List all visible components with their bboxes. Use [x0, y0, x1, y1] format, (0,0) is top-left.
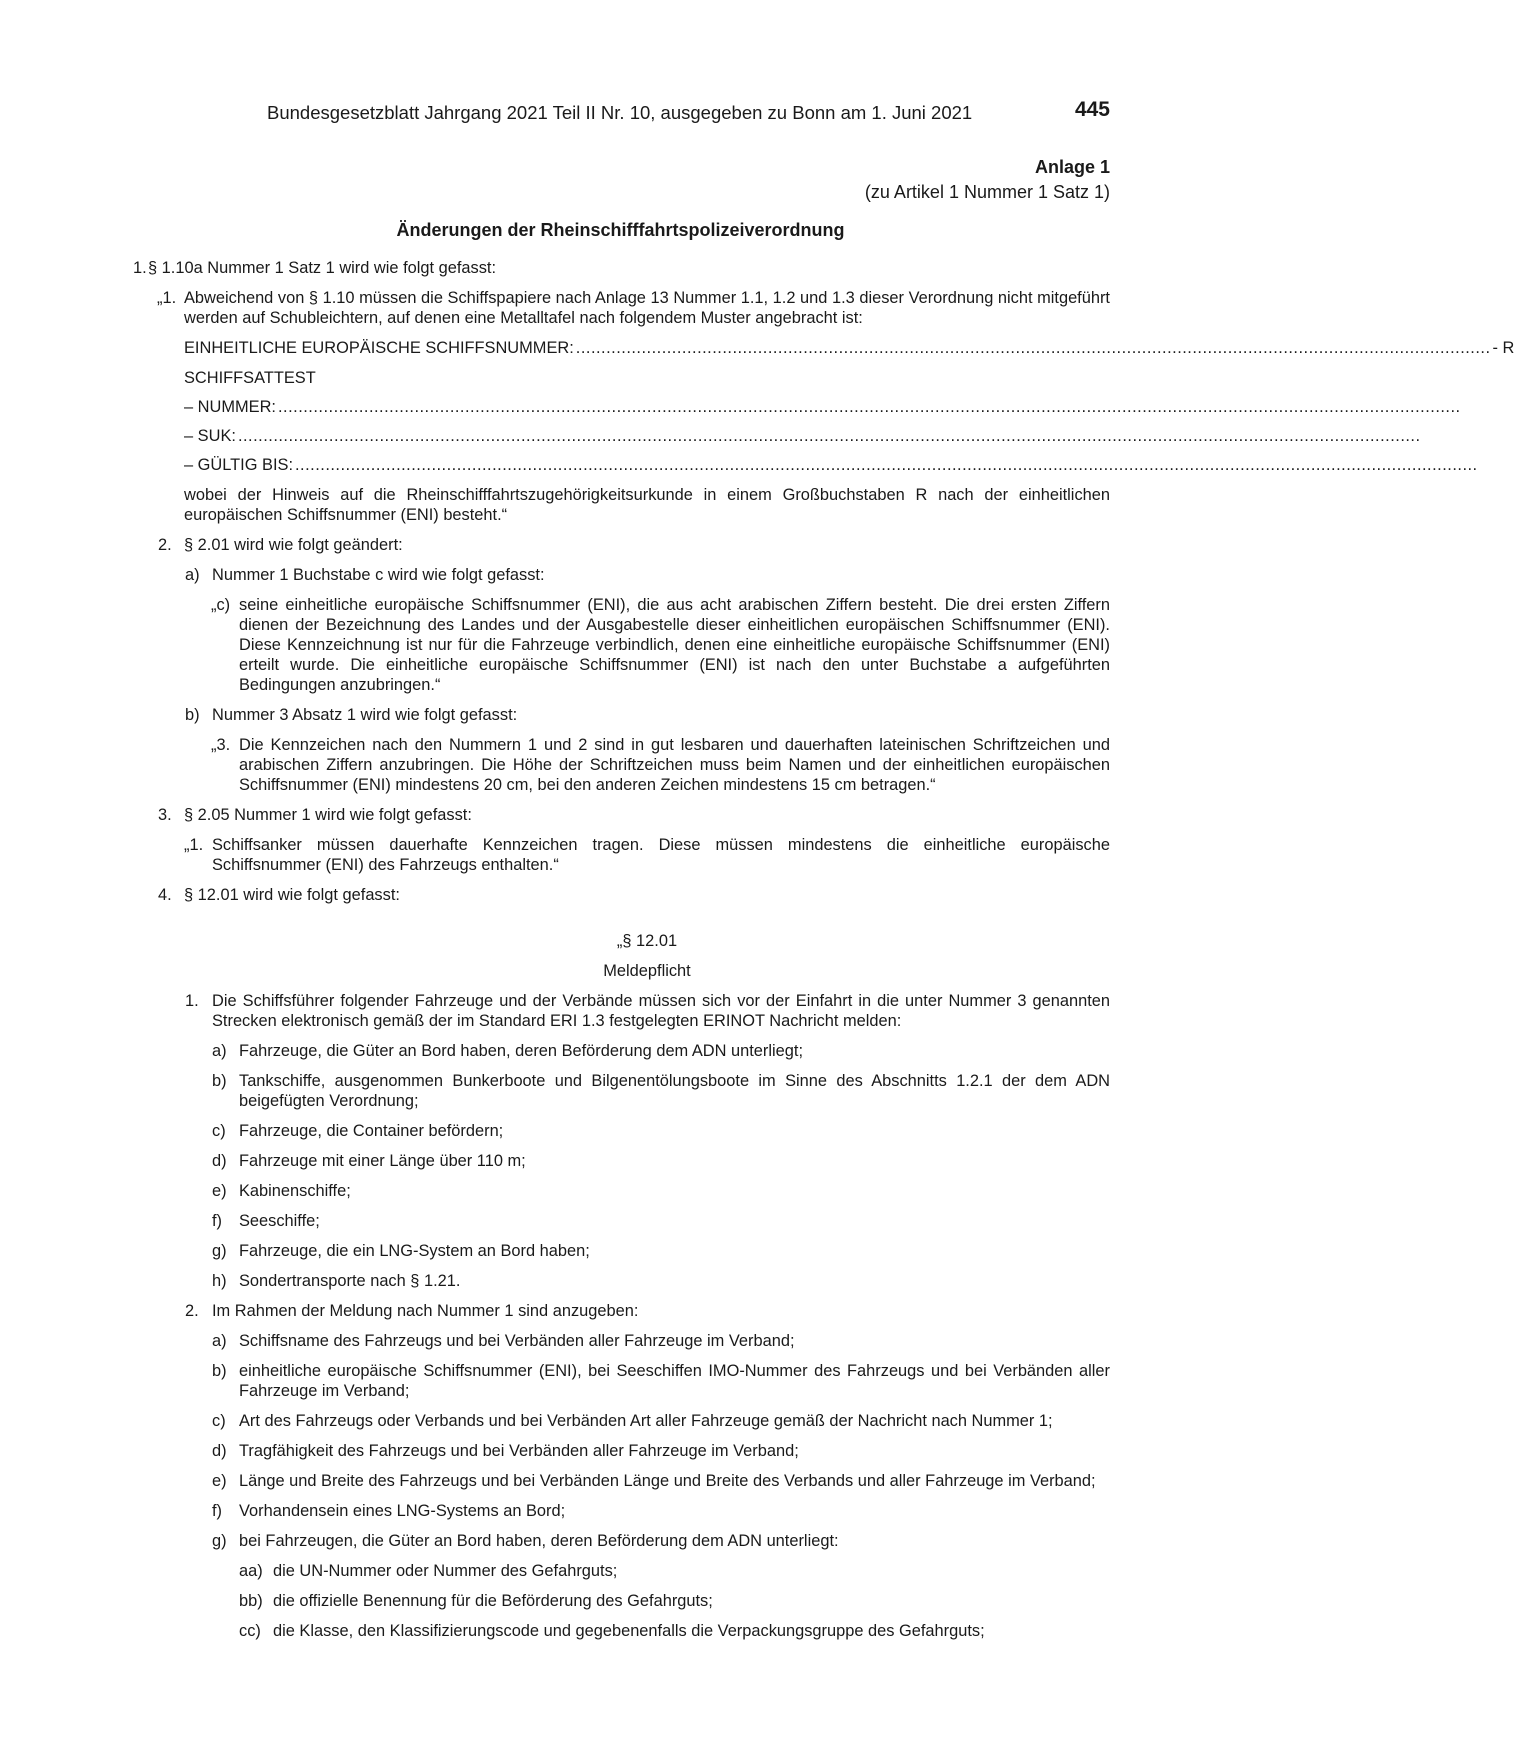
list-text: Fahrzeuge, die ein LNG-System an Bord haben; [239, 1242, 590, 1260]
item-intro: § 2.05 Nummer 1 wird wie folgt gefasst: [184, 806, 472, 824]
document-title: Änderungen der Rheinschifffahrtspolizeiverordnung [396, 220, 845, 240]
quote-paragraph [128, 835, 1110, 875]
list-text: die UN-Nummer oder Nummer des Gefahrguts; [273, 1562, 618, 1580]
list-item [128, 1181, 1110, 1201]
list-item [128, 1591, 1110, 1611]
paragraph-number: 2. [185, 1302, 199, 1320]
quote-text: Schiffsanker müssen dauerhafte Kennzeichen tragen. Diese müssen mindestens die einheitliche europäische Schiffsnummer (ENI) des Fahrzeugs enthalten.“ [212, 836, 1110, 874]
quote-label: „c) [211, 596, 231, 614]
list-label: g) [212, 1242, 227, 1260]
item-intro: § 2.01 wird wie folgt geändert: [184, 536, 403, 554]
section-title: „§ 12.01 [616, 932, 678, 950]
list-text: einheitliche europäische Schiffsnummer (ENI), bei Seeschiffen IMO-Nummer des Fahrzeugs und bei Verbänden aller Fahrzeuge im Verband; [239, 1362, 1110, 1400]
sub-item-text: Nummer 3 Absatz 1 wird wie folgt gefasst: [212, 706, 518, 724]
paragraph-text: Die Schiffsführer folgender Fahrzeuge und der Verbände müssen sich vor der Einfahrt in die unter Nummer 3 genannten Strecken elektronisch gemäß der im Standard ERI 1.3 festgelegten ERINOT Nachricht melden: [212, 992, 1110, 1030]
quote-label: „3. [211, 736, 231, 754]
sub-item-a [128, 565, 1110, 585]
dotted-leader: .......................................................................................................................................................................................................................................... [237, 427, 1421, 445]
gueltig-line [184, 455, 1478, 475]
list-label: d) [212, 1442, 227, 1460]
item-1 [128, 258, 1110, 278]
paragraph-2 [128, 1301, 1110, 1321]
list-text: Tankschiffe, ausgenommen Bunkerboote und Bilgenentölungsboote im Sinne des Abschnitts 1.2.1 der dem ADN beigefügten Verordnung; [239, 1072, 1110, 1110]
sub-item-label: b) [185, 706, 200, 724]
g-sublist [128, 1561, 1110, 1641]
list-item [128, 1361, 1110, 1401]
dotted-leader: ..................................................................................................................................................................................... [575, 339, 1491, 357]
item-number: 2. [158, 536, 172, 554]
eni-label: EINHEITLICHE EUROPÄISCHE SCHIFFSNUMMER: [184, 339, 574, 357]
suk-label: – SUK: [184, 427, 236, 445]
document-body [128, 258, 1514, 1641]
quote-paragraph [128, 735, 1110, 795]
list-text: Art des Fahrzeugs oder Verbands und bei Verbänden Art aller Fahrzeuge gemäß der Nachricht nach Nummer 1; [239, 1412, 1053, 1430]
item-intro: § 12.01 wird wie folgt gefasst: [184, 886, 400, 904]
list-text: die Klasse, den Klassifizierungscode und gegebenenfalls die Verpackungsgruppe des Gefahrguts; [273, 1622, 985, 1640]
list-label: f) [212, 1502, 223, 1520]
item-2 [128, 535, 1110, 555]
list-text: Seeschiffe; [239, 1212, 320, 1230]
quote-paragraph [128, 288, 1110, 328]
list-item [128, 1271, 1110, 1291]
list-label: f) [212, 1212, 223, 1230]
list-text: Fahrzeuge, die Güter an Bord haben, deren Beförderung dem ADN unterliegt; [239, 1042, 804, 1060]
list-label: h) [212, 1272, 227, 1290]
list-text: Tragfähigkeit des Fahrzeugs und bei Verbänden aller Fahrzeuge im Verband; [239, 1442, 799, 1460]
quote-text: seine einheitliche europäische Schiffsnummer (ENI), die aus acht arabischen Ziffern besteht. Die drei ersten Ziffern dienen der Bezeichnung des Landes und der Ausgabestelle dieser einheitlichen europäischen Schiffsnummer (ENI). Diese Kennzeichnung ist nur für die Fahrzeuge verbindlich, denen eine einheitliche europäische Schiffsnummer (ENI) erteilt wurde. Die einheitliche europäische Schiffsnummer (ENI) ist nach den unter Buchstabe a aufgeführten Bedingungen anzubringen.“ [239, 596, 1110, 694]
quote-number: „1. [157, 289, 177, 307]
quote-paragraph [128, 595, 1110, 695]
list-label: b) [212, 1072, 227, 1090]
list-item [128, 1041, 1110, 1061]
list-text: Sondertransporte nach § 1.21. [239, 1272, 461, 1290]
nummer-line [184, 397, 1461, 417]
list-text: die offizielle Benennung für die Beförderung des Gefahrguts; [273, 1592, 713, 1610]
list-item [128, 1241, 1110, 1261]
list-item [128, 1501, 1110, 1521]
list-label: a) [212, 1332, 227, 1350]
section-subtitle: Meldepflicht [603, 962, 691, 980]
quote-text: Die Kennzeichen nach den Nummern 1 und 2 sind in gut lesbaren und dauerhaften lateinischen Schriftzeichen und arabischen Ziffern anzubringen. Die Höhe der Schriftzeichen muss beim Namen und der einheitlichen europäischen Schiffsnummer (ENI) mindestens 20 cm, bei den anderen Zeichen mindestens 15 cm betragen.“ [239, 736, 1110, 794]
item-intro: § 1.10a Nummer 1 Satz 1 wird wie folgt gefasst: [148, 259, 497, 277]
list-text: Länge und Breite des Fahrzeugs und bei Verbänden Länge und Breite des Verbands und aller Fahrzeuge im Verband; [239, 1472, 1096, 1490]
list-label: c) [212, 1412, 226, 1430]
item-3 [128, 805, 1110, 825]
gueltig-label: – GÜLTIG BIS: [184, 456, 293, 474]
paragraph-2-list [128, 1331, 1110, 1551]
list-label: b) [212, 1362, 227, 1380]
annex-title: Anlage 1 [1034, 157, 1110, 177]
list-item [128, 1121, 1110, 1141]
item-4 [128, 885, 1110, 905]
list-item [128, 1151, 1110, 1171]
list-item [128, 1471, 1110, 1491]
paragraph-number: 1. [185, 992, 199, 1010]
attest-label: SCHIFFSATTEST [184, 369, 316, 387]
list-item [128, 1071, 1110, 1111]
sub-item-label: a) [185, 566, 200, 584]
list-text: Kabinenschiffe; [239, 1182, 351, 1200]
page-header [150, 98, 1110, 128]
dotted-leader: .......................................................................................................................................................................................................................................... [277, 398, 1461, 416]
list-label: e) [212, 1182, 227, 1200]
list-label: bb) [239, 1592, 263, 1610]
quote-number: „1. [184, 836, 204, 854]
sub-item-text: Nummer 1 Buchstabe c wird wie folgt gefasst: [212, 566, 545, 584]
dotted-leader: .......................................................................................................................................................................................................................................... [295, 456, 1478, 474]
paragraph-text: Im Rahmen der Meldung nach Nummer 1 sind anzugeben: [212, 1302, 639, 1320]
paragraph-1 [128, 991, 1110, 1031]
list-label: e) [212, 1472, 227, 1490]
list-text: bei Fahrzeugen, die Güter an Bord haben, deren Beförderung dem ADN unterliegt: [239, 1532, 839, 1550]
eni-suffix: - R [1492, 339, 1514, 357]
quote-text: Abweichend von § 1.10 müssen die Schiffspapiere nach Anlage 13 Nummer 1.1, 1.2 und 1.3 dieser Verordnung nicht mitgeführt werden auf Schubleichtern, auf denen eine Metalltafel nach folgendem Muster angebracht ist: [184, 289, 1110, 327]
item-number: 3. [158, 806, 172, 824]
list-item [128, 1561, 1110, 1581]
list-label: d) [212, 1152, 227, 1170]
plate-note: wobei der Hinweis auf die Rheinschifffahrtszugehörigkeitsurkunde in einem Großbuchstaben R nach der einheitlichen europäischen Schiffsnummer (ENI) besteht.“ [184, 486, 1110, 524]
list-item [128, 1621, 1110, 1641]
list-label: cc) [239, 1622, 261, 1640]
list-item [128, 1211, 1110, 1231]
list-text: Vorhandensein eines LNG-Systems an Bord; [239, 1502, 566, 1520]
nummer-label: – NUMMER: [184, 398, 276, 416]
list-label: g) [212, 1532, 227, 1550]
list-text: Fahrzeuge mit einer Länge über 110 m; [239, 1152, 526, 1170]
sub-item-b [128, 705, 1110, 725]
page-number: 445 [1074, 98, 1110, 121]
list-item [128, 1411, 1110, 1431]
annex-heading [865, 155, 1110, 205]
list-item [128, 1441, 1110, 1461]
list-item [128, 1531, 1110, 1551]
list-text: Fahrzeuge, die Container befördern; [239, 1122, 504, 1140]
list-label: c) [212, 1122, 226, 1140]
suk-line [184, 426, 1421, 446]
item-number: 1. [133, 259, 147, 277]
metal-plate-template [128, 338, 1514, 525]
gazette-header: Bundesgesetzblatt Jahrgang 2021 Teil II Nr. 10, ausgegeben zu Bonn am 1. Juni 2021 [267, 102, 973, 123]
list-item [128, 1331, 1110, 1351]
paragraph-1-list [128, 1041, 1110, 1291]
list-label: aa) [239, 1562, 263, 1580]
list-label: a) [212, 1042, 227, 1060]
eni-line [184, 338, 1514, 358]
list-text: Schiffsname des Fahrzeugs und bei Verbänden aller Fahrzeuge im Verband; [239, 1332, 795, 1350]
annex-reference: (zu Artikel 1 Nummer 1 Satz 1) [864, 182, 1110, 202]
item-number: 4. [158, 886, 172, 904]
